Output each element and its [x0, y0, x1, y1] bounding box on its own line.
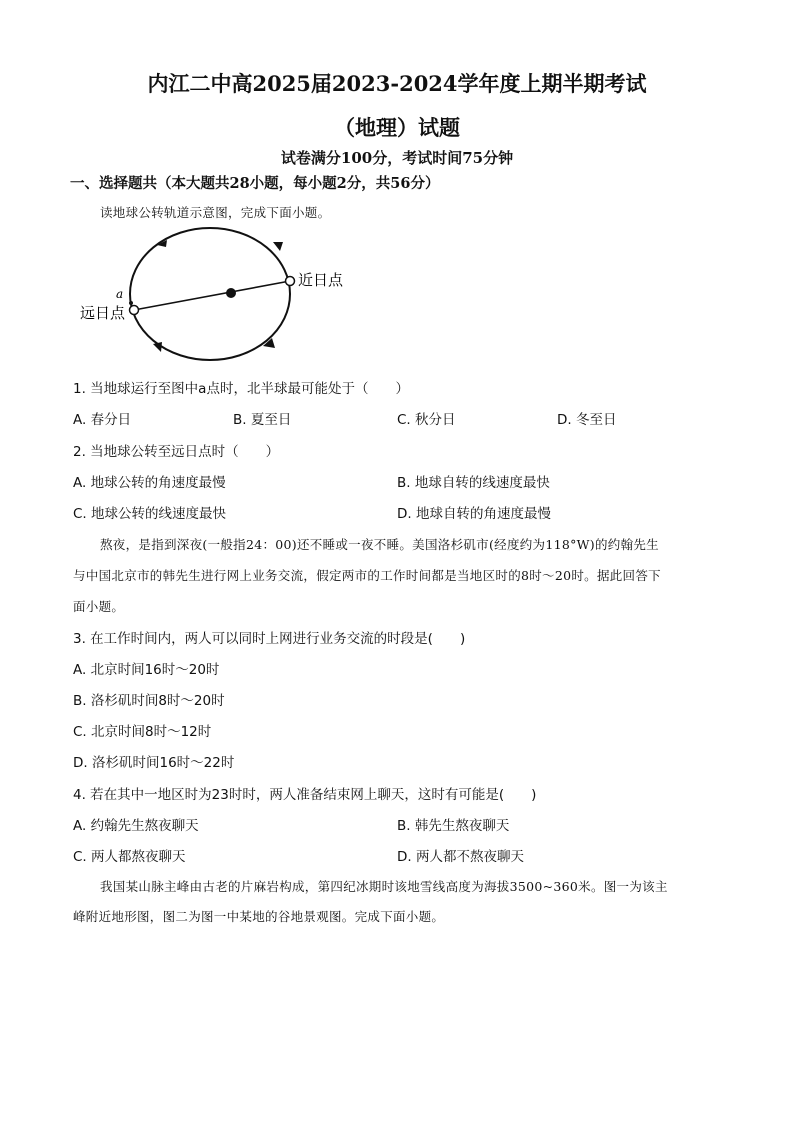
q3-option-d[interactable]: D. 洛杉矶时间16时～22时 [73, 755, 235, 771]
sun-dot [226, 288, 236, 298]
q2-option-c[interactable]: C. 地球公转的线速度最快 [73, 506, 227, 522]
group2-intro-line3: 面小题。 [73, 599, 125, 614]
q4-option-c[interactable]: C. 两人都熬夜聊天 [73, 849, 186, 865]
q4-option-b[interactable]: B. 韩先生熬夜聊天 [397, 818, 510, 834]
exam-subtitle: （地理）试题 [334, 115, 460, 140]
q2-option-d[interactable]: D. 地球自转的角速度最慢 [397, 506, 551, 522]
q1-option-c[interactable]: C. 秋分日 [397, 412, 456, 428]
question-2-stem: 2. 当地球公转至远日点时（ ） [73, 444, 280, 460]
q3-option-c[interactable]: C. 北京时间8时～12时 [73, 724, 212, 740]
group1-intro: 读地球公转轨道示意图，完成下面小题。 [100, 205, 331, 220]
orbit-ellipse [130, 228, 290, 360]
orbit-arrow-bottom-left [153, 342, 162, 352]
exam-title: 内江二中高2025届2023-2024学年度上期半期考试 [147, 71, 647, 96]
q1-option-a[interactable]: A. 春分日 [73, 412, 132, 428]
question-3-stem: 3. 在工作时间内，两人可以同时上网进行业务交流的时段是( ) [73, 631, 466, 647]
group3-intro-line2: 峰附近地形图，图二为图一中某地的谷地景观图。完成下面小题。 [73, 909, 445, 924]
question-1-stem: 1. 当地球运行至图中a点时，北半球最可能处于（ ） [73, 381, 409, 397]
question-4-stem: 4. 若在其中一地区时为23时时，两人准备结束网上聊天，这时有可能是( ) [73, 787, 537, 803]
label-aphelion: 远日点 [80, 304, 126, 322]
q2-option-a[interactable]: A. 地球公转的角速度最慢 [73, 475, 226, 491]
q4-option-a[interactable]: A. 约翰先生熬夜聊天 [73, 818, 199, 834]
perihelion-point [286, 277, 295, 286]
label-perihelion: 近日点 [298, 271, 344, 289]
group2-intro-line2: 与中国北京市的韩先生进行网上业务交流，假定两市的工作时间都是当地区时的8时～20时。据此回答下 [73, 568, 661, 583]
point-a [129, 301, 133, 305]
q3-option-b[interactable]: B. 洛杉矶时间8时～20时 [73, 693, 225, 709]
q4-option-d[interactable]: D. 两人都不熬夜聊天 [397, 849, 524, 865]
orbit-arrow-right [273, 242, 283, 251]
exam-info: 试卷满分100分，考试时间75分钟 [280, 149, 514, 167]
group2-intro-line1: 熬夜，是指到深夜(一般指24：00)还不睡或一夜不睡。美国洛杉矶市(经度约为118°W)的约翰先生 [100, 537, 659, 552]
group3-intro-line1: 我国某山脉主峰由古老的片麻岩构成，第四纪冰期时该地雪线高度为海拔3500~360米。图一为该主 [100, 879, 668, 894]
aphelion-point [130, 306, 139, 315]
section-heading: 一、选择题共（本大题共28小题，每小题2分，共56分） [70, 175, 440, 192]
q1-option-d[interactable]: D. 冬至日 [557, 412, 617, 428]
earth-orbit-diagram [70, 218, 370, 378]
q3-option-a[interactable]: A. 北京时间16时～20时 [73, 662, 220, 678]
label-a: a [116, 287, 124, 301]
q1-option-b[interactable]: B. 夏至日 [233, 412, 292, 428]
q2-option-b[interactable]: B. 地球自转的线速度最快 [397, 475, 550, 491]
apsides-line [134, 281, 290, 310]
